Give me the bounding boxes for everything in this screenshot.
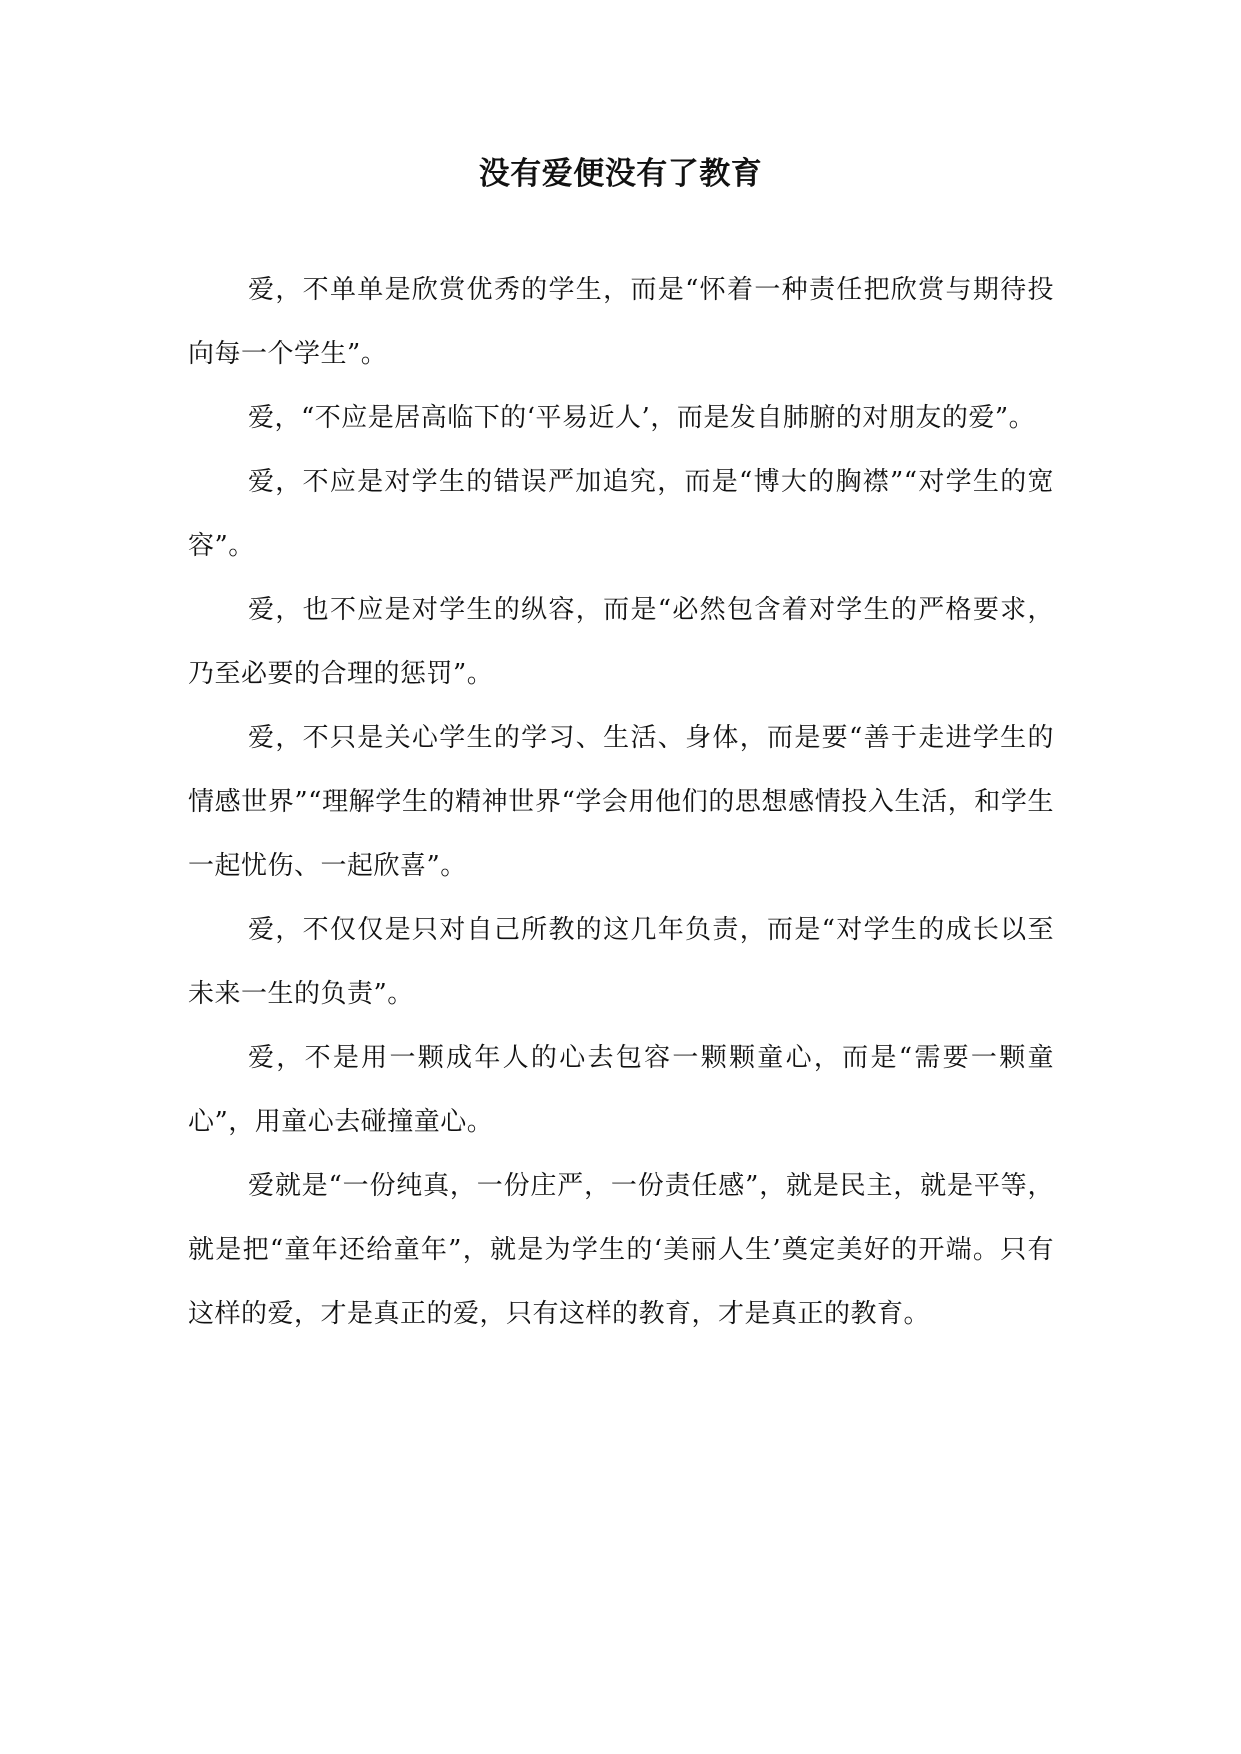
paragraph: 爱，也不应是对学生的纵容，而是“必然包含着对学生的严格要求，乃至必要的合理的惩罚”。 <box>188 595 1054 689</box>
paragraph: 爱，不仅仅是只对自己所教的这几年负责，而是“对学生的成长以至未来一生的负责”。 <box>188 915 1054 1009</box>
paragraph: 爱，不单单是欣赏优秀的学生，而是“怀着一种责任把欣赏与期待投向每一个学生”。 <box>188 275 1054 369</box>
paragraph: 爱，“不应是居高临下的‘平易近人’，而是发自肺腑的对朋友的爱”。 <box>248 403 1036 433</box>
paragraph: 爱，不应是对学生的错误严加追究，而是“博大的胸襟”“对学生的宽容”。 <box>188 467 1054 561</box>
document-body <box>188 258 1054 1346</box>
paragraph: 爱，不只是关心学生的学习、生活、身体，而是要“善于走进学生的情感世界”“理解学生的精神世界“学会用他们的思想感情投入生活，和学生一起忧伤、一起欣喜”。 <box>188 723 1054 881</box>
paragraph: 爱，不是用一颗成年人的心去包容一颗颗童心，而是“需要一颗童心”，用童心去碰撞童心。 <box>188 1043 1054 1137</box>
page-title: 没有爱便没有了教育 <box>478 156 763 192</box>
paragraph: 爱就是“一份纯真，一份庄严，一份责任感”，就是民主，就是平等，就是把“童年还给童年”，就是为学生的‘美丽人生’奠定美好的开端。只有这样的爱，才是真正的爱，只有这样的教育，才是真正的教育。 <box>188 1171 1054 1329</box>
